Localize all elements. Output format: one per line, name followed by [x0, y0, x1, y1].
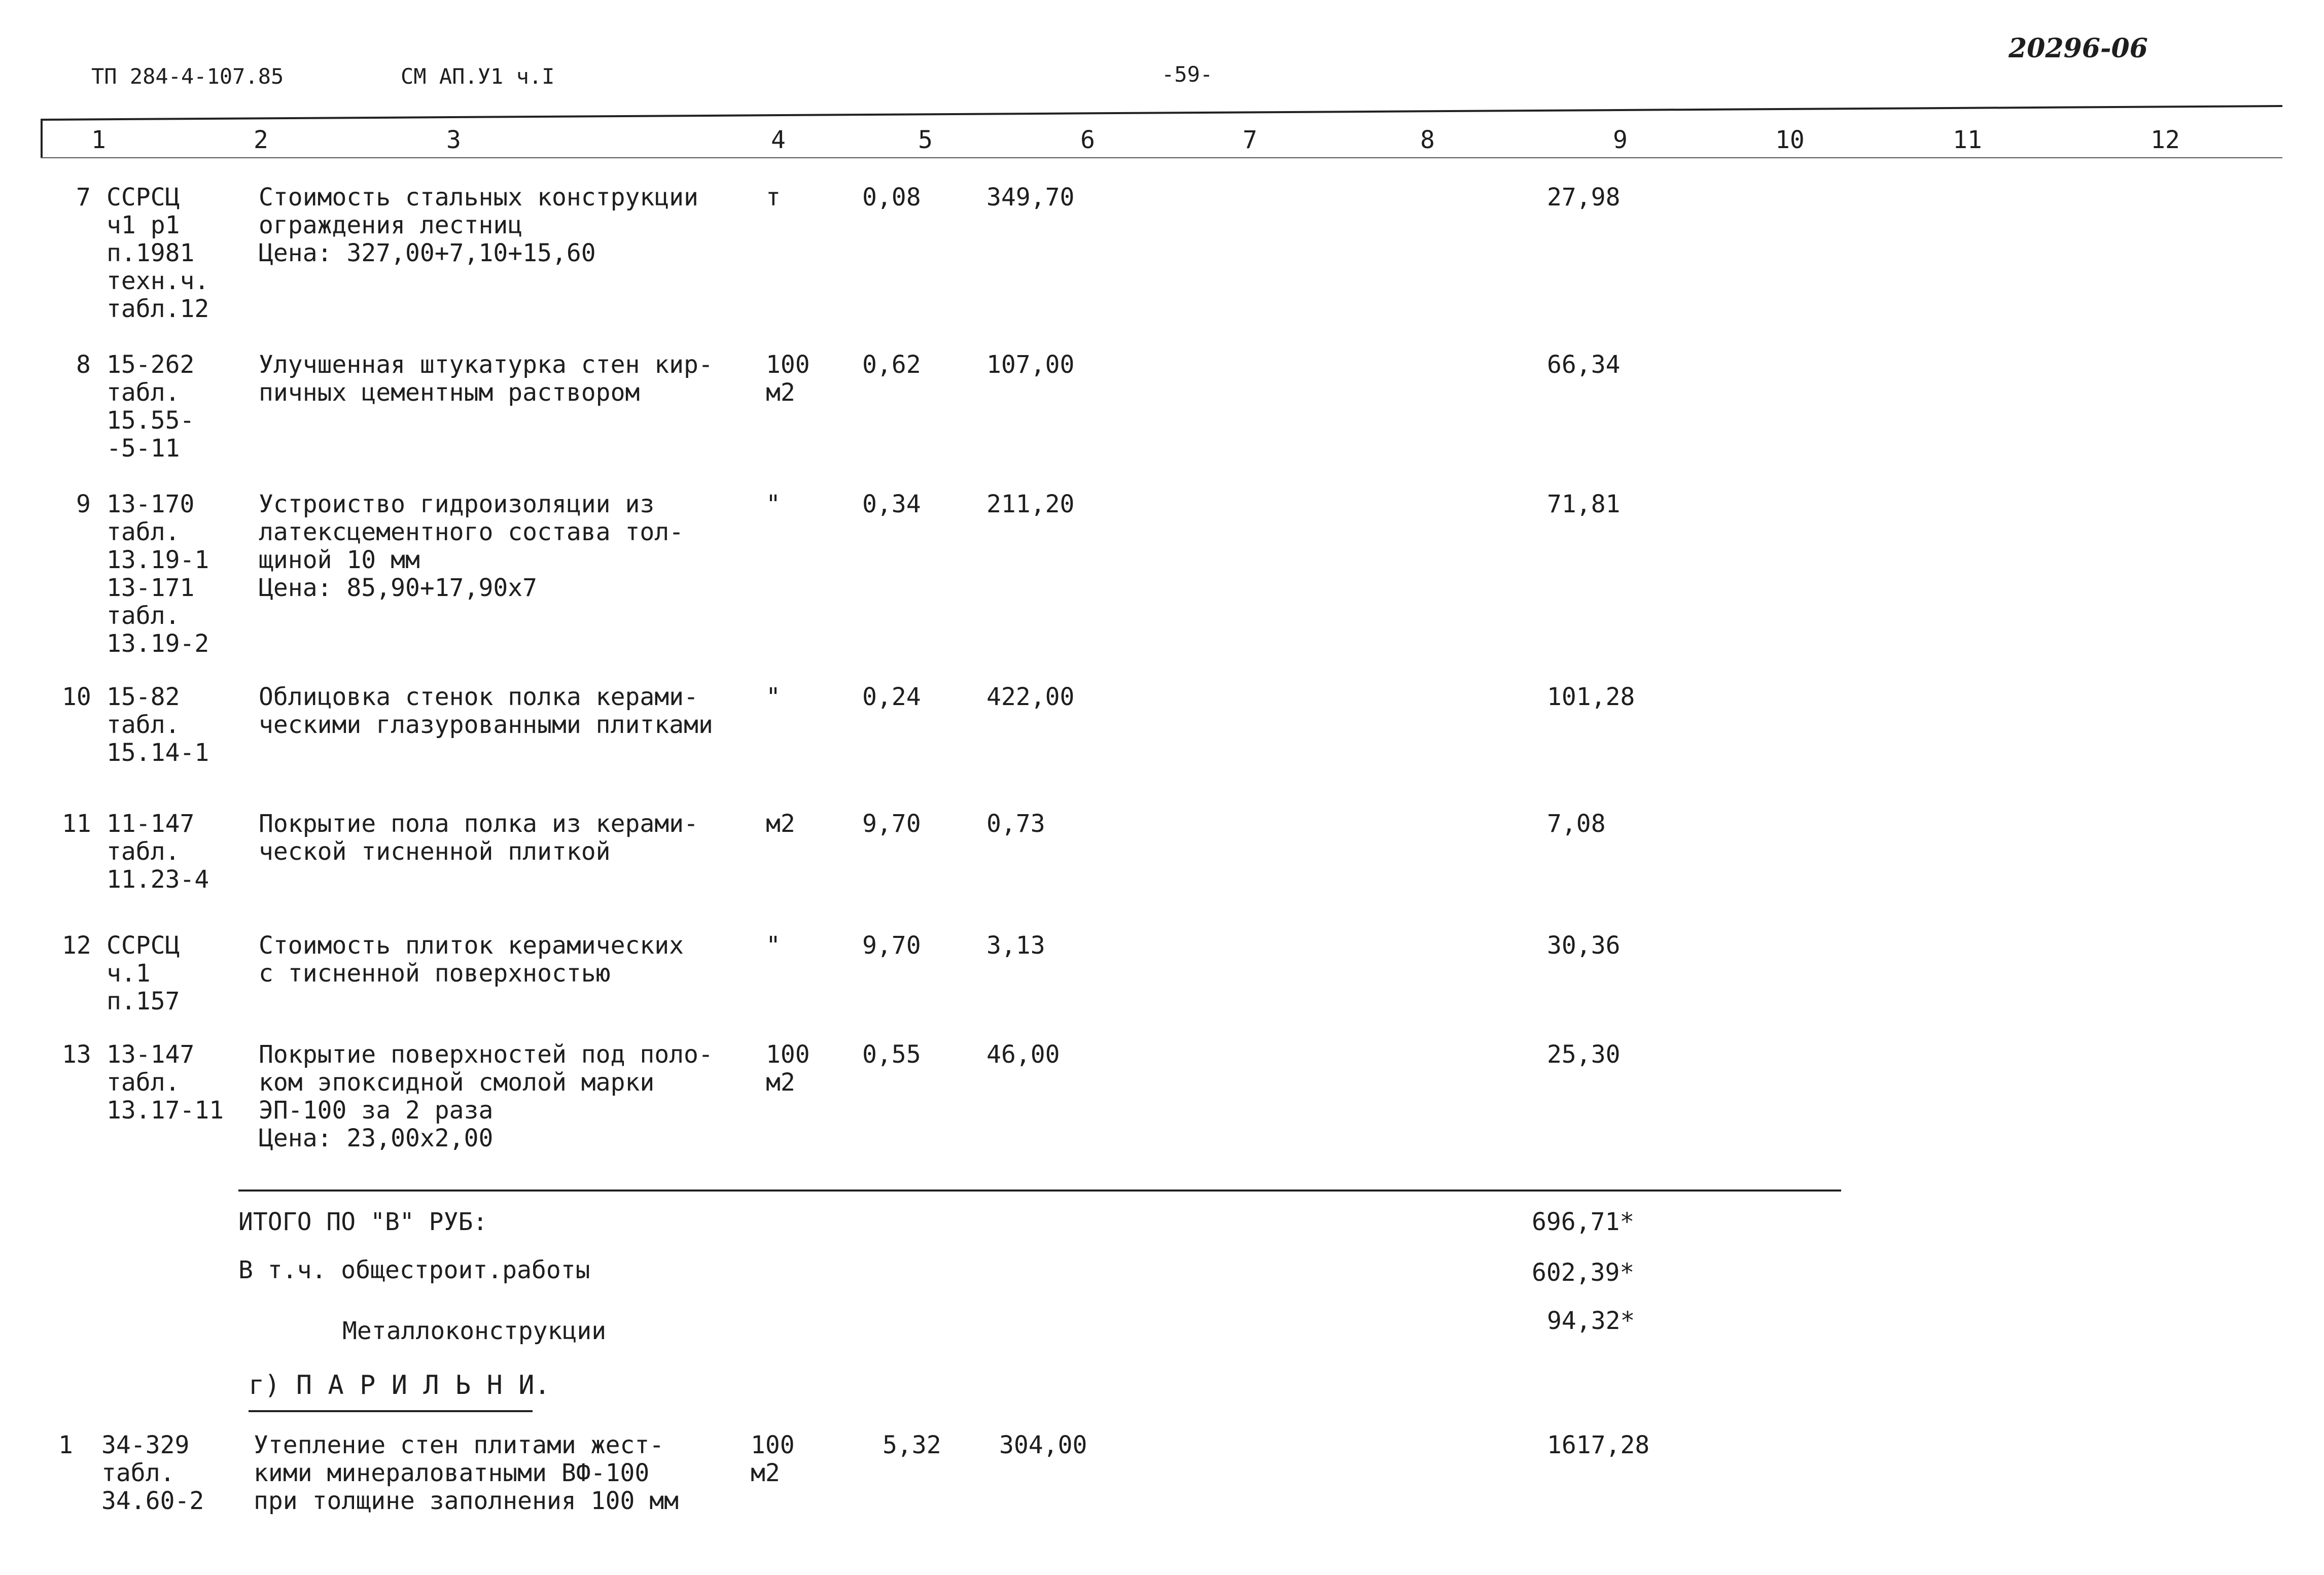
row-total: 71,81 — [1547, 490, 1621, 518]
page-number: -59- — [1161, 62, 1213, 87]
row-description: ЭП-100 за 2 раза — [259, 1096, 494, 1125]
row-description: Покрытие поверхностей под поло- — [259, 1040, 713, 1069]
document-code: ТП 284-4-107.85 — [91, 64, 284, 89]
row-quantity: 0,62 — [862, 351, 921, 379]
row-code: ч1 р1 — [107, 211, 180, 239]
row-unit: м2 — [766, 810, 795, 838]
row-description: Утепление стен плитами жест- — [254, 1431, 664, 1459]
column-number: 1 — [91, 126, 106, 154]
row-unit: т — [766, 183, 781, 212]
column-number: 7 — [1243, 126, 1257, 154]
row-description: ограждения лестниц — [259, 211, 523, 239]
row-description: Облицовка стенок полка керами- — [259, 683, 698, 711]
row-quantity: 0,34 — [862, 490, 921, 518]
summary-metal-value: 94,32* — [1547, 1307, 1635, 1335]
row-description: ческой тисненной плиткой — [259, 837, 611, 866]
row-code: табл. — [107, 837, 180, 866]
section-title-underline — [249, 1410, 533, 1412]
row-unit: 100 — [766, 1040, 810, 1069]
summary-total-value: 696,71* — [1532, 1208, 1635, 1236]
row-description: с тисненной поверхностью — [259, 959, 611, 988]
row-price: 304,00 — [999, 1431, 1087, 1459]
row-price: 0,73 — [987, 810, 1045, 838]
row-description: щиной 10 мм — [259, 546, 420, 574]
column-number: 2 — [254, 126, 268, 154]
row-code: 13.19-1 — [107, 546, 209, 574]
row-price: 349,70 — [987, 183, 1075, 212]
row-code: 11-147 — [107, 810, 195, 838]
section-code: СМ АП.У1 ч.I — [401, 64, 555, 89]
row-description: ческими глазурованными плитками — [259, 711, 713, 739]
row-code: табл. — [107, 518, 180, 546]
column-number: 12 — [2151, 126, 2180, 154]
row-total: 27,98 — [1547, 183, 1621, 212]
row-description: пичных цементным раствором — [259, 378, 640, 407]
row-number: 11 — [62, 810, 91, 838]
row-code: техн.ч. — [107, 267, 209, 295]
column-number: 8 — [1420, 126, 1435, 154]
section-title: г) П А Р И Л Ь Н И. — [249, 1370, 550, 1401]
row-total: 30,36 — [1547, 931, 1621, 960]
row-description: Устроиство гидроизоляции из — [259, 490, 655, 518]
row-code: 15.55- — [107, 406, 195, 435]
row-total: 101,28 — [1547, 683, 1635, 711]
row-code: табл. — [101, 1459, 175, 1487]
row-price: 3,13 — [987, 931, 1045, 960]
row-price: 107,00 — [987, 351, 1075, 379]
row-code: 13-170 — [107, 490, 195, 518]
row-description: кими минераловатными ВФ-100 — [254, 1459, 650, 1487]
archive-number: 20296-06 — [2009, 33, 2148, 64]
summary-separator — [238, 1189, 1841, 1192]
row-unit: 100 — [751, 1431, 795, 1459]
row-unit: м2 — [766, 378, 795, 407]
row-code: п.1981 — [107, 239, 195, 267]
row-code: табл.12 — [107, 295, 209, 323]
row-description: Улучшенная штукатурка стен кир- — [259, 351, 713, 379]
row-code: табл. — [107, 378, 180, 407]
row-code: 34.60-2 — [101, 1487, 204, 1515]
row-code: п.157 — [107, 987, 180, 1016]
row-code: 15.14-1 — [107, 739, 209, 767]
row-unit: м2 — [766, 1068, 795, 1097]
row-price: 211,20 — [987, 490, 1075, 518]
header-top-rule — [41, 105, 2282, 121]
row-number: 9 — [76, 490, 91, 518]
row-code: 13-171 — [107, 574, 195, 602]
header-bottom-rule — [41, 157, 2282, 158]
row-code: ч.1 — [107, 959, 151, 988]
summary-included-label: В т.ч. общестроит.работы — [238, 1256, 590, 1284]
row-code: ССРСЦ — [107, 931, 180, 960]
row-description: Стоимость плиток керамических — [259, 931, 684, 960]
row-unit: 100 — [766, 351, 810, 379]
row-code: 13.17-11 — [107, 1096, 224, 1125]
row-unit: м2 — [751, 1459, 780, 1487]
row-quantity: 9,70 — [862, 810, 921, 838]
row-code: 15-82 — [107, 683, 180, 711]
row-code: -5-11 — [107, 434, 180, 463]
row-code: 13.19-2 — [107, 629, 209, 658]
row-description: при толщине заполнения 100 мм — [254, 1487, 679, 1515]
column-number: 5 — [918, 126, 933, 154]
row-code: табл. — [107, 1068, 180, 1097]
column-number: 6 — [1080, 126, 1095, 154]
row-price: 422,00 — [987, 683, 1075, 711]
row-quantity: 5,32 — [883, 1431, 941, 1459]
column-number: 3 — [446, 126, 461, 154]
row-description: Цена: 85,90+17,90х7 — [259, 574, 538, 602]
row-code: табл. — [107, 711, 180, 739]
row-code: ССРСЦ — [107, 183, 180, 212]
row-description: ком эпоксидной смолой марки — [259, 1068, 655, 1097]
row-quantity: 0,08 — [862, 183, 921, 212]
row-description: Стоимость стальных конструкции — [259, 183, 698, 212]
row-total: 66,34 — [1547, 351, 1621, 379]
row-unit: " — [766, 490, 781, 518]
row-description: Цена: 23,00х2,00 — [259, 1124, 494, 1152]
row-number: 12 — [62, 931, 91, 960]
row-code: табл. — [107, 602, 180, 630]
row-total: 7,08 — [1547, 810, 1606, 838]
summary-metal-label: Металлоконструкции — [342, 1317, 607, 1345]
row-description: латексцементного состава тол- — [259, 518, 684, 546]
row-quantity: 9,70 — [862, 931, 921, 960]
summary-total-label: ИТОГО ПО "В" РУБ: — [238, 1208, 488, 1236]
row-code: 15-262 — [107, 351, 195, 379]
column-number: 10 — [1775, 126, 1805, 154]
column-number: 11 — [1953, 126, 1982, 154]
row-quantity: 0,24 — [862, 683, 921, 711]
row-number: 1 — [58, 1431, 73, 1459]
row-code: 11.23-4 — [107, 865, 209, 894]
row-quantity: 0,55 — [862, 1040, 921, 1069]
row-code: 13-147 — [107, 1040, 195, 1069]
row-number: 13 — [62, 1040, 91, 1069]
row-number: 10 — [62, 683, 91, 711]
row-code: 34-329 — [101, 1431, 190, 1459]
row-price: 46,00 — [987, 1040, 1060, 1069]
row-number: 8 — [76, 351, 91, 379]
row-total: 1617,28 — [1547, 1431, 1650, 1459]
row-description: Покрытие пола полка из керами- — [259, 810, 698, 838]
row-number: 7 — [76, 183, 91, 212]
column-number: 9 — [1613, 126, 1628, 154]
row-total: 25,30 — [1547, 1040, 1621, 1069]
row-description: Цена: 327,00+7,10+15,60 — [259, 239, 596, 267]
header-left-rule — [41, 121, 43, 157]
column-number: 4 — [771, 126, 786, 154]
summary-included-value: 602,39* — [1532, 1258, 1635, 1287]
row-unit: " — [766, 683, 781, 711]
row-unit: " — [766, 931, 781, 960]
